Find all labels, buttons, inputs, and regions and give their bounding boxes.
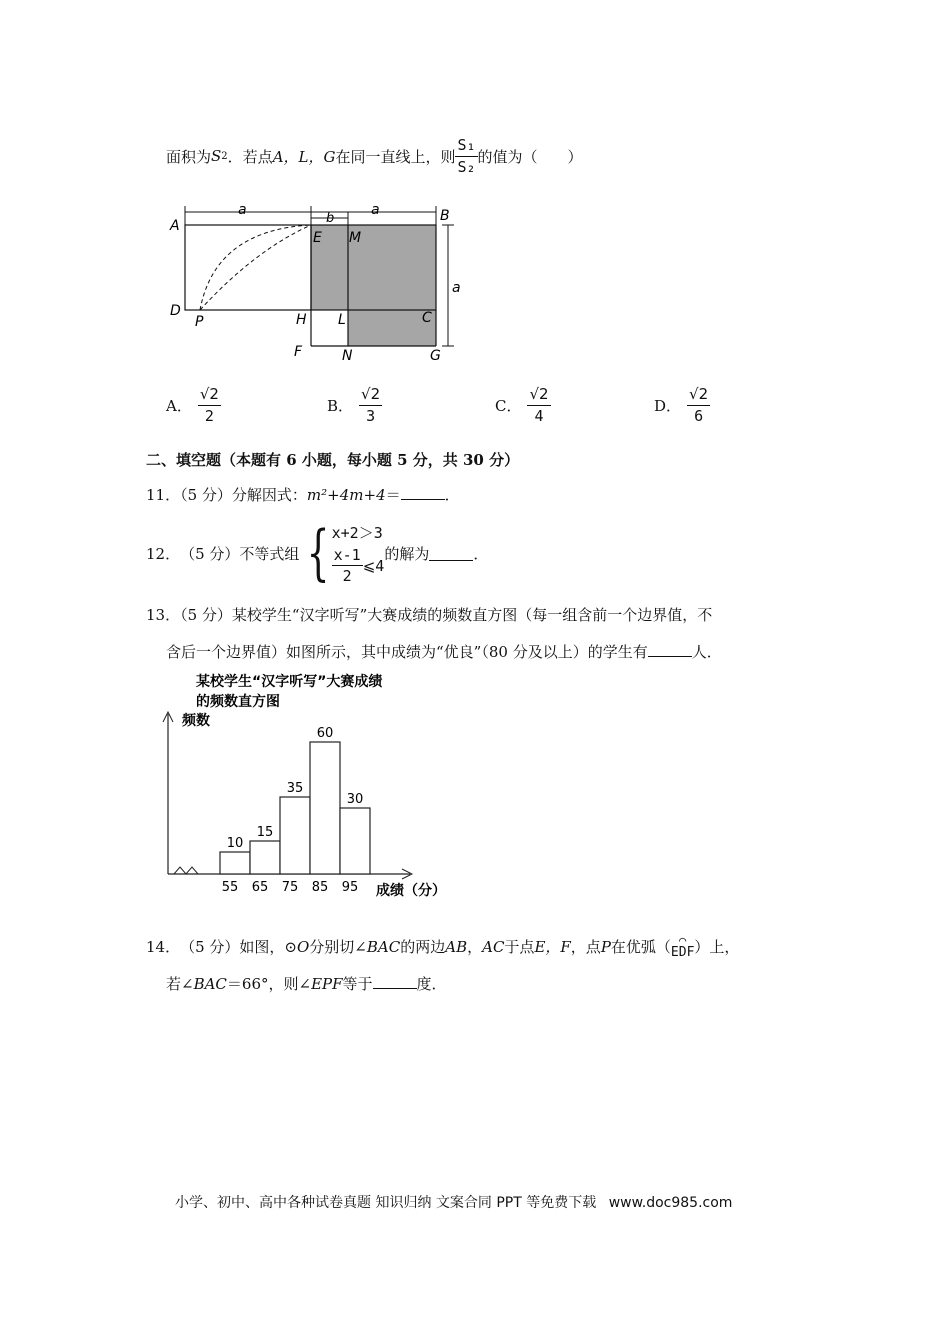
chart-x-ticks [222, 880, 359, 895]
x-tick-label: 75 [281, 880, 299, 895]
dim-a-right: a [371, 202, 380, 218]
arc-mark: ⌒ [679, 933, 687, 947]
label-D: D [170, 303, 181, 319]
dim-a-vertical: a [452, 280, 461, 296]
bar-value-label: 30 [346, 792, 364, 807]
x-tick-label: 95 [341, 880, 359, 895]
bar-value-label: 15 [256, 825, 274, 840]
bar-65-75 [250, 841, 280, 874]
bar-value-label: 60 [316, 726, 334, 741]
footer-link[interactable]: www.doc985.com [608, 1195, 733, 1211]
label-H: H [296, 312, 307, 328]
q12: 12． （5 分） 不等式组 { x+2＞3 $\frac{x-1}{2}$ ⩽4 的解为 ． [146, 518, 489, 588]
x-tick-label: 55 [221, 880, 239, 895]
bar-55-65 [220, 852, 250, 874]
bar-85-95 [310, 742, 340, 874]
x-tick-label: 65 [251, 880, 269, 895]
q11-answer-blank[interactable] [401, 485, 445, 500]
q13-line2: 含后一个边界值）如图所示，其中成绩为“优良”（80 分及以上）的学生有 人． [166, 643, 722, 661]
bar-75-85 [280, 797, 310, 874]
label-G: G [430, 348, 441, 364]
q10-intro: 面积为 S 2 ．若点 A，L，G 在同一直线上，则 $\frac{\text{S₁}}{\text{S₂}}$ 的值为（ ） [166, 136, 583, 176]
footer-text: 小学、初中、高中各种试卷真题 知识归纳 文案合同 PPT 等免费下载 [175, 1195, 597, 1211]
section-2-title: 二、填空题（本题有 6 小题，每小题 5 分，共 30 分） [146, 451, 520, 469]
bar-value-label: 35 [286, 781, 304, 796]
q12-system: x+2＞3 $\frac{x-1}{2}$ ⩽4 [331, 523, 385, 585]
q14-line1: 14． （5 分） 如图， ⊙O 分别切∠ BAC 的两边 AB ， AC 于点 E，F ，点 P 在优弧（ ⌒ EDF ）上， [146, 933, 740, 960]
q10-option-d[interactable]: D． $\frac{√2}{6}$ [654, 385, 709, 425]
dim-b: b [326, 211, 335, 226]
q11: 11．（5 分）分解因式：m²+4m+4＝ ． [146, 486, 460, 504]
chart-title-line1: 某校学生“汉字听写”大赛成绩 [196, 674, 383, 690]
label-N: N [342, 348, 353, 364]
q13-answer-blank[interactable] [648, 642, 692, 657]
label-C: C [422, 310, 432, 326]
label-M: M [349, 230, 362, 246]
chart-title-line2: 的频数直方图 [196, 694, 280, 710]
page-footer [175, 1192, 732, 1212]
q14-answer-blank[interactable] [373, 974, 417, 989]
q10-option-b[interactable]: B． $\frac{√2}{3}$ [327, 385, 381, 425]
q14-line2: 若∠BAC＝66°，则∠EPF等于 度． [166, 975, 447, 993]
q10-geometry-figure [160, 200, 470, 370]
label-L: L [338, 312, 346, 328]
q12-brace: { [307, 518, 330, 588]
chart-xlabel: 成绩（分） [376, 883, 446, 899]
bar-value-label: 10 [226, 836, 244, 851]
label-E: E [313, 230, 322, 246]
x-tick-label: 85 [311, 880, 329, 895]
label-A: A [170, 218, 180, 234]
axis-break-mark [174, 867, 198, 874]
q14-arc-notation: ⌒ EDF [670, 933, 695, 960]
label-P: P [195, 314, 204, 330]
label-B: B [440, 208, 450, 224]
q13-histogram [160, 668, 470, 903]
q10-option-a[interactable]: A． $\frac{√2}{2}$ [166, 385, 219, 425]
chart-ylabel: 频数 [182, 713, 210, 729]
dim-a-left: a [238, 202, 247, 218]
label-F: F [294, 344, 303, 360]
q13-line1: 13．（5 分）某校学生“汉字听写”大赛成绩的频数直方图（每一组含前一个边界值，不 [146, 606, 713, 624]
bar-95-105 [340, 808, 370, 874]
q10-option-c[interactable]: C． $\frac{√2}{4}$ [495, 385, 549, 425]
chart-bars [220, 726, 370, 874]
q10-ratio-fraction: $\frac{\text{S₁}}{\text{S₂}}$ [457, 136, 476, 176]
q12-answer-blank[interactable] [429, 546, 473, 561]
